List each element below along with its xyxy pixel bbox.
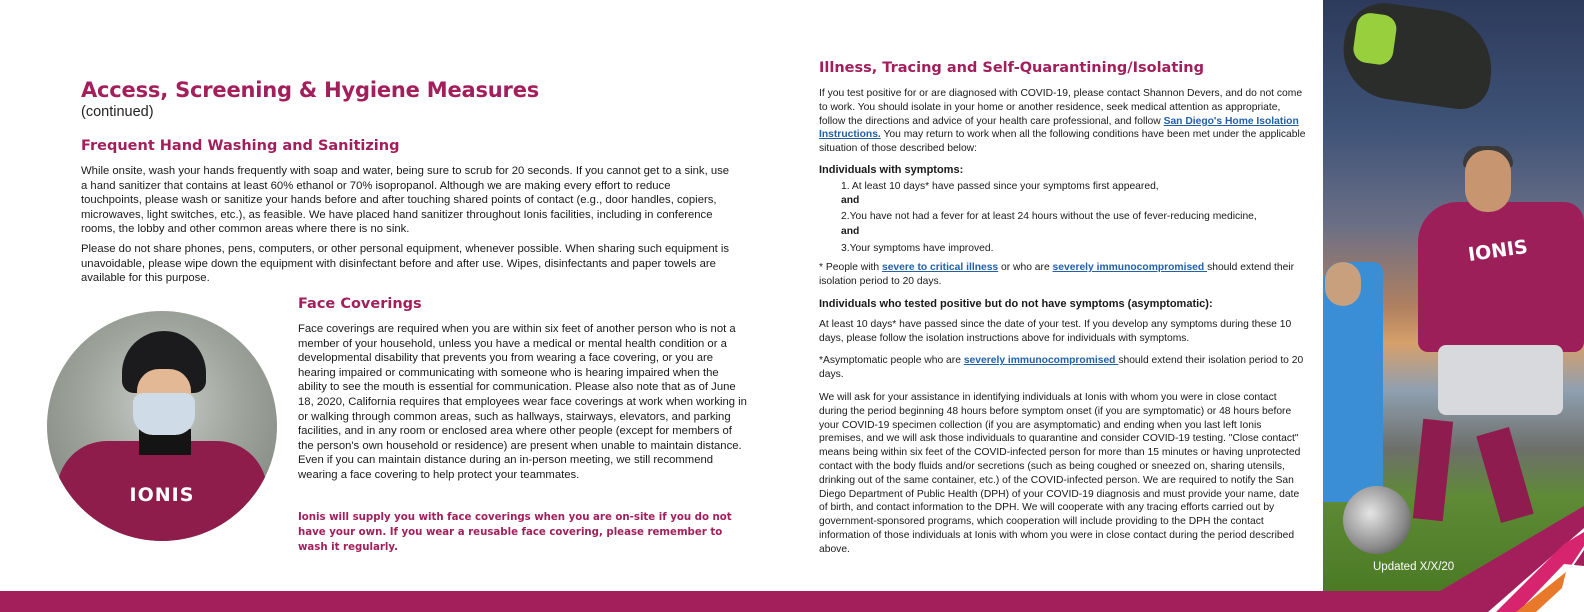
immunocompromised-link-2[interactable]: severely immunocompromised [963,355,1119,366]
and-label: and [841,226,860,237]
face-coverings-paragraph: Face coverings are required when you are within six feet of another person who is not a member of your household, unless you have a medical or mental health condition or a developmental disability that prevents you from wearing a face covering, or you are hearing impaired or communicating with someone who is hearing impaired when the ability to see the mouth is essential for communication. Please also note that as of June 18, 2020, California requires that employees wear face coverings at work when working in or walking through common areas, such as hallways, stairways, elevators, and parking facilities, and in any room or enclosed area where other people (except for members of the person's own household or residence) are present when unable to maintain distance. Even if you can maintain distance during an in-person meeting, we still recommend wearing a face covering to help protect your teammates. [298,323,747,481]
face-mask-shape [133,393,195,435]
player-shorts-shape [1438,345,1563,415]
immunocompromised-link[interactable]: severely immunocompromised [1052,262,1208,273]
asymptomatic-heading: Individuals who tested positive but do not have symptoms (asymptomatic): [819,298,1213,310]
glove-accent [1352,11,1399,66]
ionis-logo: IONIS [129,484,195,506]
contact-tracing-paragraph: We will ask for your assistance in identifying individuals at Ionis with whom you were in close contact during the period beginning 48 hours before symptom onset (if you are symptomatic) or 48 hours before your COVID-19 specimen collection (if you are asymptomatic) and ending when you last left Ionis premises, and we will ask those individuals to quarantine and consider COVID-19 testing. "Close contact" means being within six feet of the COVID-infected person for more than 15 minutes or having unprotected contact with the body fluids and/or secretions (such as being coughed or sneezed on, sharing utensils, drinking out of the same container, etc.) of the COVID-infected person. We are required to notify the San Diego Department of Public Health (DPH) of your COVID-19 diagnosis and must provide your name, date of birth, and contact information to the DPH. We will cooperate with any tracing efforts carried out by government-sponsored programs, which cooperation will include providing to the DPH the contact information of those individuals at Ionis with whom you were in close contact during the period described above. [819,392,1301,555]
asymptomatic-note [819,354,1307,382]
note-text: * People with [819,262,882,273]
illness-text-cont: You may return to work when all the following conditions have been met under the applicable situation of those described below: [819,129,1306,155]
home-isolation-link[interactable]: San Diego's Home Isolation Instructions. [819,115,1299,141]
ionis-shirt-logo: IONIS [1466,235,1530,267]
section-title-hand-washing: Frequent Hand Washing and Sanitizing [81,138,400,154]
symptoms-heading: Individuals with symptoms: [819,164,964,176]
section-title-face-coverings: Face Coverings [298,296,422,312]
note-text: *Asymptomatic people who are [819,355,964,366]
hockey-player-photo [47,311,277,541]
severe-illness-note [819,261,1307,289]
footer-band [0,591,1584,612]
updated-date-label: Updated X/X/20 [1373,561,1455,573]
page-title: Access, Screening & Hygiene Measures [81,78,540,102]
soccer-ball-shape [1343,486,1411,554]
asymptomatic-paragraph: At least 10 days* have passed since the date of your test. If you develop any symptoms during these 10 days, please follow the isolation instructions above for individuals with symptoms. [819,319,1292,344]
face-coverings-highlight: Ionis will supply you with face coverings when you are on-site if you do not have your own. If you wear a reusable face covering, please remember to wash it regularly. [298,512,732,553]
note-text: should extend their isolation period to 20 days. [819,262,1295,287]
player-head-shape [1465,150,1511,212]
player-shirt-shape [1418,202,1584,352]
severe-illness-link[interactable]: severe to critical illness [881,262,999,273]
illness-paragraph [819,87,1307,156]
hand-washing-paragraph-2: Please do not share phones, pens, computers, or other personal equipment, whenever possible. When sharing such equipment is unavoidable, please wipe down the equipment with disinfectant before and after use. Wipes, disinfectants and paper towels are available for this purpose. [81,243,730,285]
opponent-head-shape [1325,262,1361,306]
note-text: should extend their isolation period to 20 days. [819,355,1304,380]
symptom-condition-1: 1. At least 10 days* have passed since your symptoms first appeared, [841,181,1159,192]
page-subtitle: (continued) [81,104,154,120]
symptom-condition-2: 2.You have not had a fever for at least 24 hours without the use of fever-reducing medicine, [841,211,1257,222]
note-text: or who are [998,262,1053,273]
goalkeeper-glove-shape [1337,0,1499,113]
section-title-illness: Illness, Tracing and Self-Quarantining/Isolating [819,60,1204,76]
and-label: and [841,195,860,206]
decorative-stripes-icon [1440,490,1584,612]
hand-washing-paragraph-1: While onsite, wash your hands frequently with soap and water, being sure to scrub for 20 seconds. If you cannot get to a sink, use a hand sanitizer that contains at least 60% ethanol or 70% isopropanol. Although we are making every effort to reduce touchpoints, please wash or sanitize your hands before and after touching shared points of contact (e.g., door handles, copiers, microwaves, light switches, etc.), as feasible. We have placed hand sanitizer throughout Ionis facilities, including in conference rooms, the lobby and other common areas where there is no sink. [81,165,730,236]
symptom-condition-3: 3.Your symptoms have improved. [841,243,994,254]
illness-text: If you test positive for or are diagnosed with COVID-19, please contact Shannon Devers, and do not come to work. You should isolate in your home or another residence, seek medical attention as appropriate, follow the directions and advice of your health care professional, and follow [819,88,1303,127]
